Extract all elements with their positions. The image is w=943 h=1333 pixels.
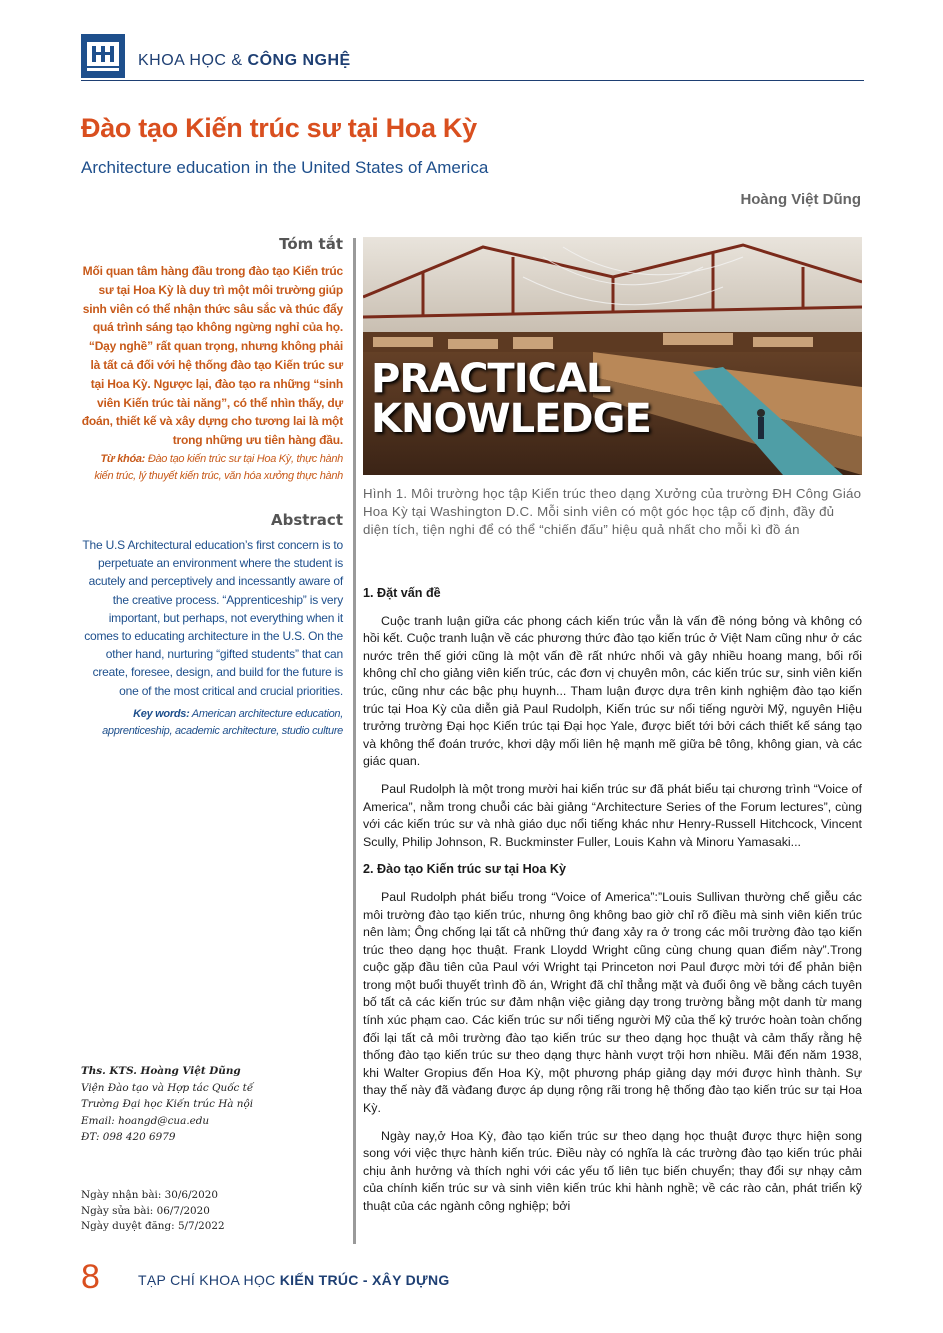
- figure-caption: Hình 1. Môi trường học tập Kiến trúc theo dạng Xưởng của trường ĐH Công Giáo Hoa Kỳ tại Washington D.C. Mỗi sinh viên có một góc học tập cố định, đầy đủ diện tích, tiện nghi để có thể “chiến đấu” hiệu quả nhất cho mỗi kì đồ án: [363, 486, 862, 537]
- article-dates: [81, 1188, 343, 1235]
- article-body: [363, 585, 862, 1226]
- summary-keywords: Từ khóa: Đào tạo kiến trúc sư tại Hoa Kỳ, thực hành kiến trúc, lý thuyết kiến trúc, văn hóa xưởng thực hành: [94, 453, 343, 482]
- article-author: Hoàng Việt Dũng: [740, 191, 861, 208]
- institute-logo: [81, 34, 125, 78]
- author-info-email: Email: hoangd@cua.edu: [81, 1114, 210, 1127]
- section-label: KHOA HỌC & CÔNG NGHỆ: [138, 52, 351, 69]
- author-info-line2: Trường Đại học Kiến trúc Hà nội: [81, 1098, 254, 1110]
- date-received: Ngày nhận bài: 30/6/2020: [81, 1189, 218, 1201]
- section-heading-1: 1. Đặt vấn đề: [363, 586, 441, 600]
- body-paragraph: Paul Rudolph phát biểu trong “Voice of America”:”Louis Sullivan thường chế giễu các môi trường đào tạo kiến trúc, nhưng ông không bao giờ chỉ rõ điều mà sinh viên kiến trúc nên làm; Ông chống lại tất cả những thứ đang xảy ra ở trong các môi trường đào tạo kiến trúc theo dạng học thuật. Frank Lloydd Wright cũng cùng chung quan điểm này”.Trong cuộc gặp đầu tiên của Paul với Wright tại Princeton nơi Paul được mời tới để phản biện trong một buổi thuyết trình đồ án, Wright đã chỉ thẳng mặt và đuổi ông về bằng cách tuyên bố tất cả các kiến trúc sư đảm nhận việc giảng dạy trong trường bằng một danh từ mang tính xúc phạm cao. Các kiến trúc sư nổi tiếng người Mỹ của thế kỷ trước hoàn toàn chống đối lại tất cả môi trường đào tạo kiến trúc sư theo dạng học thuật và cảm thấy rằng hệ thống đào tạo kiến trúc sư theo dạng thực hành vượt trội hơn nhiều. Mãi đến năm 1938, khi Walter Gropius đến Hoa Kỳ, một phương pháp giảng dạy mới được hình thành. Sự thay thế này đã vàđang được áp dụng rộng rãi trong hệ thống đào tạo kiến trúc sư tại Hoa Kỳ.: [363, 889, 862, 1116]
- abstract-heading: Abstract: [270, 511, 343, 529]
- summary-text: Mối quan tâm hàng đầu trong đào tạo Kiến trúc sư tại Hoa Kỳ là duy trì một môi trường giúp sinh viên có thể nhận thức sâu sắc và thúc đẩy quá trình sáng tạo không ngừng nghỉ của họ. “Dạy nghề” rất quan trọng, nhưng không phải là tất cả đối với hệ thống đào tạo Kiến trúc sư tại Hoa Kỳ. Ngược lại, đào tạo ra những “sinh viên Kiến trúc tài năng”, có thể nhìn thấy, dự đoán, thiết kế và xây dựng cho tương lai là một trong những ưu tiên hàng đầu.: [81, 264, 343, 448]
- section-heading-2: 2. Đào tạo Kiến trúc sư tại Hoa Kỳ: [363, 862, 566, 877]
- body-paragraph: Ngày nay,ở Hoa Kỳ, đào tạo kiến trúc sư theo dạng học thuật được thực hiện song song với việc thực hành kiến trúc. Điều này có nghĩa là các trường đào tạo kiến trúc phải chịu ảnh hưởng và thích nghi với các yếu tố liên tục biến chuyển; thay đổi sự nhạy cảm của chính kiến trúc sư và sinh viên kiến trúc khi hành nghề; về các rào cản, phát triển kỹ thuật của các ngành công nghiệp; bởi: [363, 1128, 862, 1213]
- abstract-keywords: Key words: American architecture education, apprenticeship, academic architecture, studio culture: [102, 708, 343, 737]
- figure-overlay-line2: KNOWLEDGE: [371, 396, 651, 442]
- article-title-vi: Đào tạo Kiến trúc sư tại Hoa Kỳ: [81, 113, 477, 143]
- body-paragraph: Cuộc tranh luận giữa các phong cách kiến trúc vẫn là vấn đề nóng bỏng và không có hồi kết. Cuộc tranh luận về các phương thức đào tạo kiến trúc ở Việt Nam cũng như ở các nước trên thế giới cũng là một vấn đề rất nhức nhối và gây nhiều hoang mang, bối rối không chỉ cho giảng viên kiến trúc, các đơn vị chuyên môn, các kiến trúc sư, sinh viên kiến trúc, cũng như các bậc phụ huynh... Tham luận được dựa trên kinh nghiệm đào tạo kiến trúc tại Hoa Kỳ của diễn giả Paul Rudolph, Kiến trúc sư nổi tiếng người Mỹ, nguyên Hiệu trưởng trường Đại học Kiến trúc tại Đại học Yale, được biết tới bởi cách thiết kế sáng tạo và không thể đoán trước, khơi dậy mối liên hệ mạnh mẽ giữa bê tông, không gian, và các giác quan.: [363, 613, 862, 769]
- figure-photo: [363, 237, 862, 475]
- figure-overlay-line1: PRACTICAL: [371, 356, 611, 402]
- article-title-en: Architecture education in the United States of America: [81, 158, 489, 177]
- page-number: 8: [81, 1258, 100, 1296]
- date-accepted: Ngày duyệt đăng: 5/7/2022: [81, 1220, 225, 1232]
- figure-overlay-text: [371, 356, 651, 442]
- column-divider: [353, 238, 356, 1244]
- journal-name: TẠP CHÍ KHOA HỌC KIẾN TRÚC - XÂY DỰNG: [138, 1272, 450, 1288]
- body-paragraph: Paul Rudolph là một trong mười hai kiến trúc sư đã phát biểu tại chương trình “Voice of America”, nằm trong chuỗi các bài giảng “Architecture Series of the Forum lectures”, cùng với các kiến trúc sư và nhà giáo dục nổi tiếng khác như Henry-Russell Hitchcock, Vincent Scully, Philip Johnson, R. Buckminster Fuller, Louis Kahn và Minoru Yamasaki...: [363, 781, 862, 849]
- date-revised: Ngày sửa bài: 06/7/2020: [81, 1204, 210, 1217]
- author-info-line1: Viện Đào tạo và Hợp tác Quốc tế: [81, 1081, 254, 1094]
- abstract-text: The U.S Architectural education’s first concern is to perpetuate an environment where the student is acutely and perceptively and incessantly aware of the creative process. “Apprenticeship” is very important, but perhaps, not everything when it comes to educating architecture in the U.S. On the other hand, nurturing “gifted students” that can create, foresee, design, and build for the future is one of the most critical and crucial priorities.: [82, 538, 343, 698]
- summary-heading: Tóm tắt: [279, 235, 343, 253]
- header-divider: [81, 80, 864, 81]
- author-info: [81, 1063, 343, 1146]
- author-info-name: Ths. KTS. Hoàng Việt Dũng: [81, 1065, 241, 1077]
- author-info-phone: ĐT: 098 420 6979: [81, 1131, 176, 1143]
